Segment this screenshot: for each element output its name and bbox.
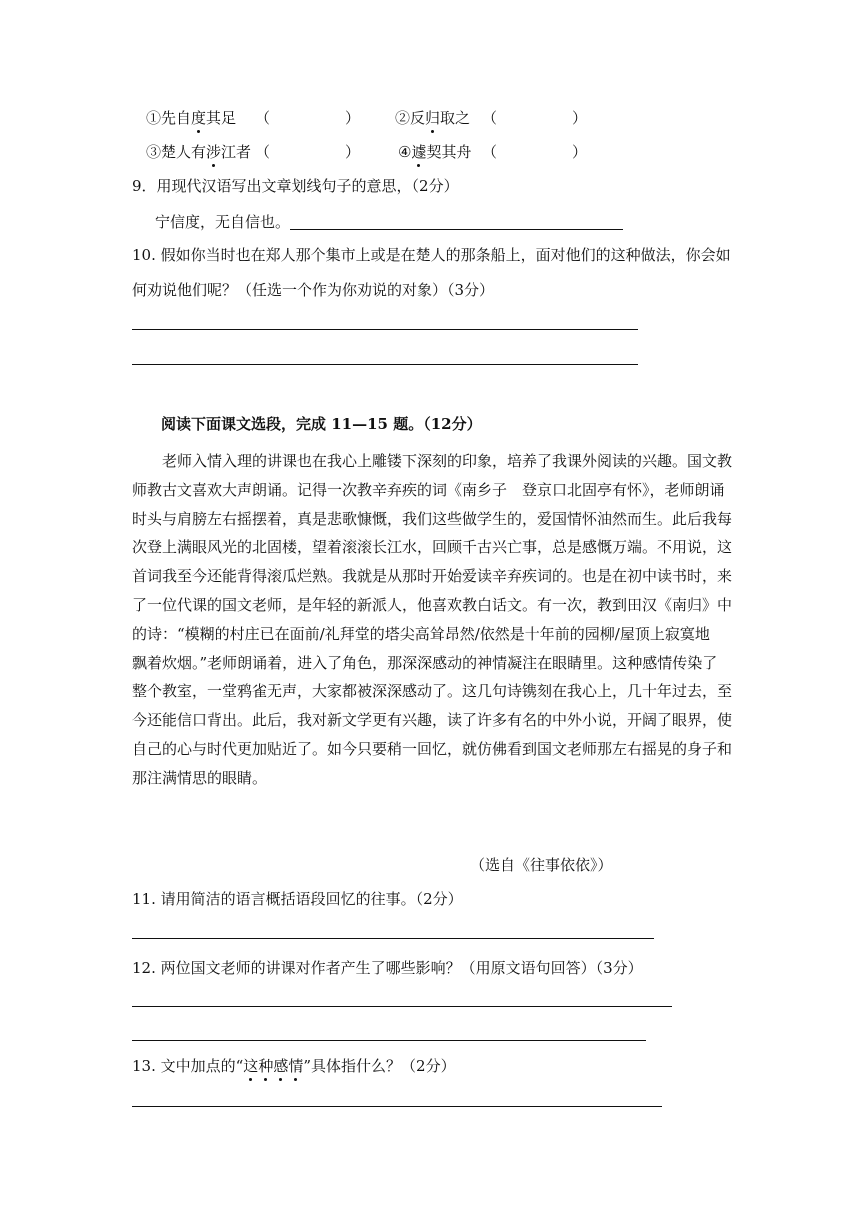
dotted-char: 感 [273,1057,289,1075]
dotted-char: 这 [243,1057,259,1075]
q9-answer-line[interactable] [290,229,623,230]
passage-line: 整个教室，一堂鸦雀无声，大家都被深深感动了。这几句诗镌刻在我心上，几十年过去，至 [132,682,733,701]
dotted-char: 归 [425,109,441,127]
dotted-char: 情 [657,649,672,678]
passage-line: 老师入情入理的讲课也在我心上雕镂下深刻的印象，培养了我课外阅读的兴趣。国文教 [132,452,733,470]
dotted-char: 种 [627,649,642,678]
q8-item-4: ④遽契其舟 [398,143,472,161]
q10-answer-line-1[interactable] [132,329,638,330]
q11-answer-line[interactable] [132,938,654,939]
passage-line: 今还能信口背出。此后，我对新文学更有兴趣，读了许多有名的中外小说，开阔了眼界，使 [132,711,733,730]
q8-item-1-blank: （ ） [255,109,361,127]
dotted-char: 涉 [206,143,222,161]
passage-line: 的诗：“模糊的村庄已在面前/礼拜堂的塔尖高耸昂然/依然是十年前的园柳/屋顶上寂寞地 [132,624,710,643]
passage-line: 那注满情思的眼睛。 [132,768,268,787]
q8-item-4-blank: （ ） [482,143,588,161]
q10-prompt-line-1: 10. 假如你当时也在郑人那个集市上或是在楚人的那条船上，面对他们的这种做法，你会如 [132,246,731,264]
q12-answer-line-2[interactable] [132,1040,646,1041]
q12-prompt: 12. 两位国文老师的讲课对作者产生了哪些影响？（用原文语句回答）（3分） [132,959,643,977]
dotted-char: 感 [642,649,657,678]
q11-prompt: 11. 请用简洁的语言概括语段回忆的往事。（2分） [132,890,463,908]
q8-item-2: ②反归取之 [395,109,471,127]
passage-source: （选自《往事依依》） [470,856,613,874]
dotted-char: 遽 [411,143,427,161]
reading-passage [132,447,734,793]
q13-answer-line[interactable] [132,1106,662,1107]
q9-sentence: 宁信度，无自信也。 [155,213,291,231]
dotted-char: 种 [258,1057,274,1075]
q8-item-1: ①先自度其足 [146,109,237,127]
passage-line: 自己的心与时代更加贴近了。如今只要稍一回忆，就仿佛看到国文老师那左右摇晃的身子和 [132,739,733,758]
dotted-char: 度 [191,109,207,127]
q12-answer-line-1[interactable] [132,1006,672,1007]
section-heading: 阅读下面课文选段，完成 11—15 题。（12分） [161,415,482,433]
q10-answer-line-2[interactable] [132,364,638,365]
dotted-char: 情 [288,1057,304,1075]
q8-item-3-blank: （ ） [255,143,361,161]
passage-line: 了一位代课的国文老师，是年轻的新派人，他喜欢教白话文。有一次，教到田汉《南归》中 [132,595,733,614]
q8-item-2-blank: （ ） [482,109,588,127]
q9-prompt: 9．用现代汉语写出文章划线句子的意思，（2分） [132,177,459,195]
dotted-char: 这 [612,649,627,678]
passage-line: 时头与肩膀左右摇摆着，真是悲歌慷慨，我们这些做学生的，爱国情怀油然而生。此后我每 [132,509,733,528]
q13-prompt: 13. 文中加点的“这种感情”具体指什么？（2分） [132,1057,456,1075]
passage-line: 师教古文喜欢大声朗诵。记得一次教辛弃疾的词《南乡子 登京口北固亭有怀》，老师朗诵 [132,480,725,499]
q8-item-3: ③楚人有涉江者 [146,143,252,161]
passage-line: 次登上满眼风光的北固楼，望着滚滚长江水，回顾千古兴亡事，总是感慨万端。不用说，这 [132,538,733,557]
q10-prompt-line-2: 何劝说他们呢？（任选一个作为你劝说的对象）（3分） [132,281,495,299]
passage-line: 飘着炊烟。”老师朗诵着，进入了角色，那深深感动的神情凝注在眼睛里。这种感情传染了 [132,649,734,678]
passage-line: 首词我至今还能背得滚瓜烂熟。我就是从那时开始爱读辛弃疾词的。也是在初中读书时，来 [132,567,733,586]
